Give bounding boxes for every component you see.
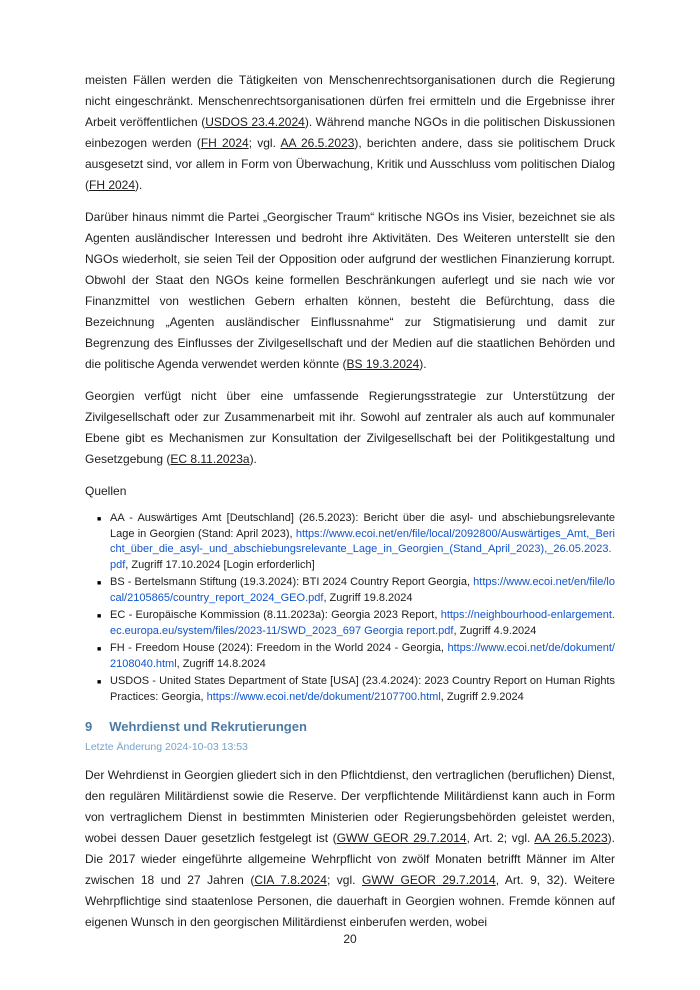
source-url-link[interactable]: https://www.ecoi.net/en/file/local/2092800/Auswärtiges_Amt,_Bericht_über_die_asyl-_und_abschiebungsrelevante_Lage_in_Georgien_(Stand_April_2023),_26.05.2023.pdf <box>110 527 615 571</box>
source-item-ec: ■ EC - Europäische Kommission (8.11.2023a): Georgia 2023 Report, https://neighbourhood-enlargement.ec.europa.eu/system/files/2023-11/SWD_2023_697 Georgia report.pdf, Zugriff 4.9.2024 <box>97 608 615 639</box>
section-heading <box>85 717 615 736</box>
citation-link[interactable]: CIA 7.8.2024 <box>254 873 327 887</box>
page-number: 20 <box>343 932 357 946</box>
citation-link[interactable]: BS 19.3.2024 <box>346 357 420 371</box>
citation-link[interactable]: FH 2024 <box>200 136 249 150</box>
source-url-link[interactable]: https://neighbourhood-enlargement.ec.europa.eu/system/files/2023-11/SWD_2023_697 Georgia report.pdf <box>110 609 615 637</box>
section-number: 9 <box>85 719 93 734</box>
source-item-usdos: ■ USDOS - United States Department of State [USA] (23.4.2024): 2023 Country Report on Human Rights Practices: Georgia, https://www.ecoi.net/de/dokument/2107700.html, Zugriff 2.9.2024 <box>97 674 615 705</box>
source-url-link[interactable]: https://www.ecoi.net/en/file/local/2105865/country_report_2024_GEO.pdf <box>110 576 615 604</box>
source-item-bs: ■ BS - Bertelsmann Stiftung (19.3.2024): BTI 2024 Country Report Georgia, https://www.ecoi.net/en/file/local/2105865/country_report_2024_GEO.pdf, Zugriff 19.8.2024 <box>97 575 615 606</box>
paragraph-ngo-activities: meisten Fällen werden die Tätigkeiten von Menschenrechtsorganisationen durch die Regierung nicht eingeschränkt. Menschenrechtsorganisationen dürfen frei ermitteln und die Ergebnisse ihrer Arbeit veröffentlichen (USDOS 23.4.2024). Während manche NGOs in die politischen Diskussionen einbezogen werden (FH 2024; vgl. AA 26.5.2023), berichten andere, dass sie politischem Druck ausgesetzt sind, vor allem in Form von Überwachung, Kritik und Ausschluss vom politischen Dialog (FH 2024). <box>85 73 616 192</box>
paragraph-military-service: Der Wehrdienst in Georgien gliedert sich in den Pflichtdienst, den vertraglichen (beruflichen) Dienst, den regulären Militärdienst sowie die Reserve. Der verpflichtende Militärdienst kann auch in Form von vertraglichem Dienst in bestimmten Ministerien oder Regierungsbehörden geleistet werden, wobei dessen Dauer gesetzlich festgelegt ist (GWW GEOR 29.7.2014, Art. 2; vgl. AA 26.5.2023). Die 2017 wieder eingeführte allgemeine Wehrpflicht von zwölf Monaten betrifft Männer im Alter zwischen 18 und 27 Jahren (CIA 7.8.2024; vgl. GWW GEOR 29.7.2014, Art. 9, 32). Weitere Wehrpflichtige sind staatenlose Personen, die dauerhaft in Georgien wohnen. Fremde können auf eigenen Wunsch in den georgischen Militärdienst einberufen werden, wobei <box>85 768 615 929</box>
citation-link[interactable]: FH 2024 <box>89 178 136 192</box>
citation-link[interactable]: AA 26.5.2023 <box>534 831 608 845</box>
section-title: Wehrdienst und Rekrutierungen <box>109 719 307 734</box>
source-url-link[interactable]: https://www.ecoi.net/de/dokument/2108040.html <box>110 642 615 670</box>
citation-link[interactable]: EC 8.11.2023a <box>170 452 250 466</box>
sources-heading: Quellen <box>85 484 127 498</box>
citation-link[interactable]: USDOS 23.4.2024 <box>205 115 305 129</box>
last-modified: Letzte Änderung 2024-10-03 13:53 <box>85 741 248 753</box>
source-item-fh: ■ FH - Freedom House (2024): Freedom in the World 2024 - Georgia, https://www.ecoi.net/de/dokument/2108040.html, Zugriff 14.8.2024 <box>97 641 615 672</box>
paragraph-georgian-dream: Darüber hinaus nimmt die Partei „Georgischer Traum“ kritische NGOs ins Visier, bezeichnet sie als Agenten ausländischer Interessen und bedroht ihre Aktivitäten. Des Weiteren unterstellt sie den NGOs wiederholt, sie seien Teil der Opposition oder aufgrund der westlichen Finanzierung korrupt. Obwohl der Staat den NGOs keine formellen Beschränkungen auferlegt und sie nach wie vor Finanzmittel von westlichen Gebern erhalten können, besteht die Befürchtung, dass die Bezeichnung „Agenten ausländischer Einflussnahme“ zur Stigmatisierung und damit zur Begrenzung des Einflusses der Zivilgesellschaft und der Medien auf die staatlichen Behörden und die politische Agenda verwendet werden könnte (BS 19.3.2024). <box>85 210 615 371</box>
paragraph-civil-society-strategy: Georgien verfügt nicht über eine umfassende Regierungsstrategie zur Unterstützung der Zivilgesellschaft oder zur Zusammenarbeit mit ihr. Sowohl auf zentraler als auch auf kommunaler Ebene gibt es Mechanismen zur Konsultation der Zivilgesellschaft bei der Politikgestaltung und Gesetzgebung (EC 8.11.2023a). <box>85 389 615 466</box>
source-url-link[interactable]: https://www.ecoi.net/de/dokument/2107700.html <box>206 690 441 703</box>
page-footer <box>0 932 700 946</box>
citation-link[interactable]: GWW GEOR 29.7.2014 <box>336 831 467 845</box>
citation-link[interactable]: GWW GEOR 29.7.2014 <box>361 873 496 887</box>
source-item-aa: ■ AA - Auswärtiges Amt [Deutschland] (26.5.2023): Bericht über die asyl- und abschiebungsrelevante Lage in Georgien (Stand: April 2023), https://www.ecoi.net/en/file/local/2092800/Auswärtiges_Amt,_Bericht_über_die_asyl-_und_abschiebungsrelevante_Lage_in_Georgien_(Stand_April_2023),_26.05.2023.pdf, Zugriff 17.10.2024 [Login erforderlich] <box>97 511 615 573</box>
citation-link[interactable]: AA 26.5.2023 <box>280 136 355 150</box>
sources-list <box>85 511 615 705</box>
